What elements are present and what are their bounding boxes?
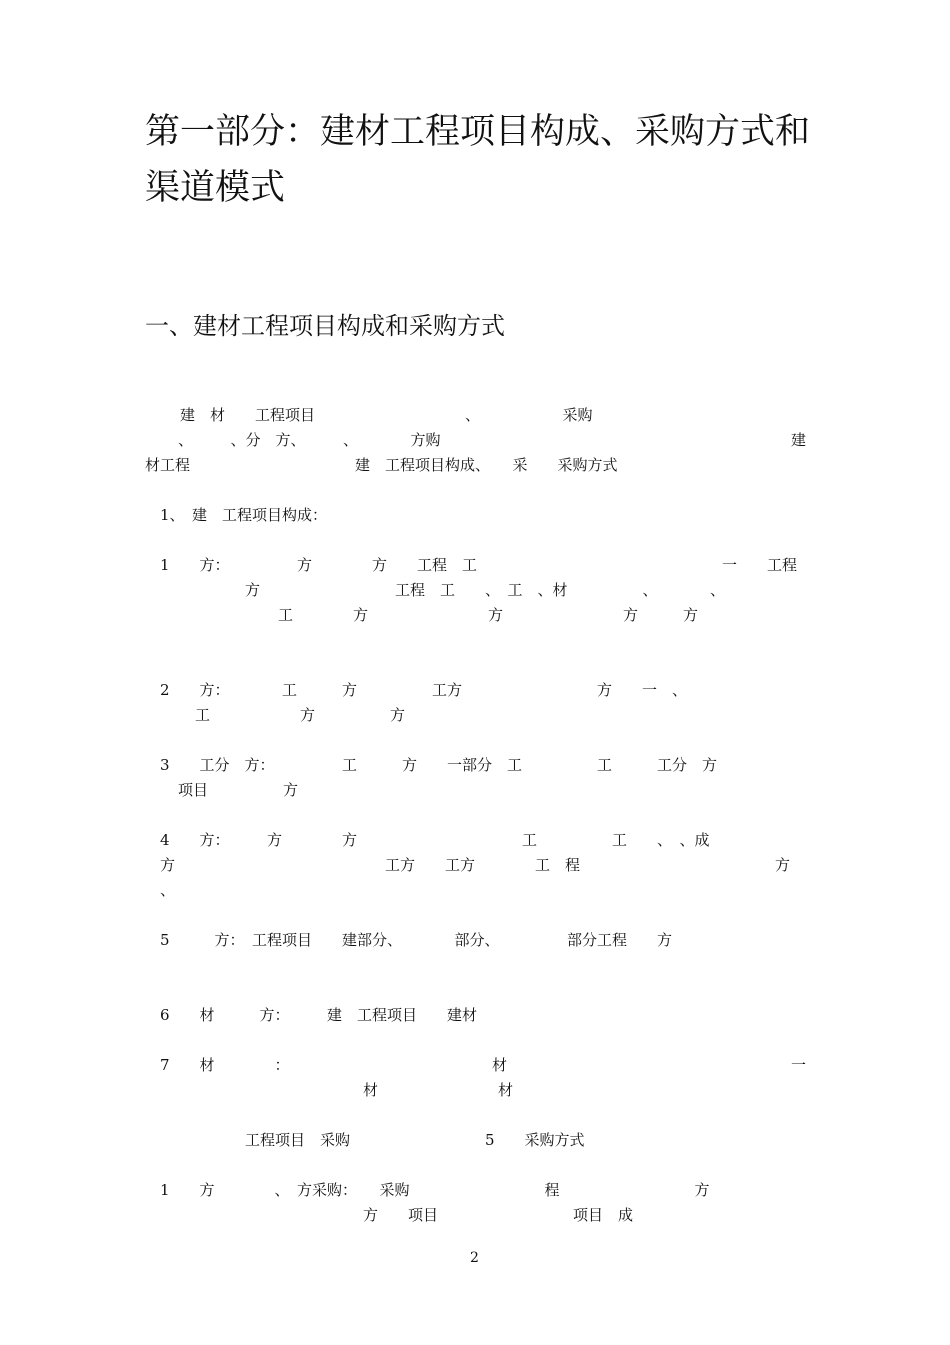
item-4-line-b: 方 工方 工方 工 程 xyxy=(160,856,581,874)
item-7-line-a-right: 一 xyxy=(791,1056,807,1074)
item-6-line: 6 材 方： 建 工程项目 建材 xyxy=(160,1006,478,1024)
item-3-line-b: 项目 方 xyxy=(178,781,299,799)
procurement-1-line-b: 方 项目 项目 成 xyxy=(363,1206,634,1224)
item-2-line-a: 2 方： 工 方 工方 方 一 、 xyxy=(160,681,688,699)
intro-line-3: 材工程 建 工程项目构成、 采 采购方式 xyxy=(145,456,618,474)
item-1-line-c: 工 方 方 方 方 xyxy=(278,606,699,624)
item-4-line-a: 4 方： 方 方 工 工 、 、成 xyxy=(160,831,710,849)
intro-line-2-right: 建 xyxy=(791,431,807,449)
item-1-line-a: 1 方： 方 方 工程 工 xyxy=(160,556,478,574)
summary-line: 工程项目 采购 5 采购方式 xyxy=(245,1131,585,1149)
item-1-line-b: 方 工程 工 、 工 、材 、 、 xyxy=(245,581,726,599)
item-2-line-b: 工 方 方 xyxy=(195,706,406,724)
page-title: 第一部分：建材工程项目构成、采购方式和渠道模式 xyxy=(145,112,811,208)
item-5-line: 5 方： 工程项目 建部分、 部分、 部分工程 方 xyxy=(160,931,673,949)
item-1-line-a-right: 一 工程 xyxy=(722,556,798,574)
item-7-line-b: 材 材 xyxy=(363,1081,514,1099)
page-number: 2 xyxy=(470,1250,479,1266)
item-4-line-b-right: 方 xyxy=(775,856,791,874)
procurement-1-line-a: 1 方 、 方采购： 采购 程 方 xyxy=(160,1181,710,1199)
item-4-line-c: 、 xyxy=(160,881,176,899)
item-3-line-a: 3 工分 方： 工 方 一部分 工 工 工分 方 xyxy=(160,756,718,774)
item-7-line-a: 7 材 ： 材 xyxy=(160,1056,508,1074)
section-heading: 一、建材工程项目构成和采购方式 xyxy=(145,312,505,340)
intro-line-2: 、 、分 方、 、 方购 xyxy=(178,431,441,449)
subheading-1: 1、 建 工程项目构成： xyxy=(160,506,328,524)
intro-line-1: 建 材 工程项目 、 采购 xyxy=(180,406,593,424)
